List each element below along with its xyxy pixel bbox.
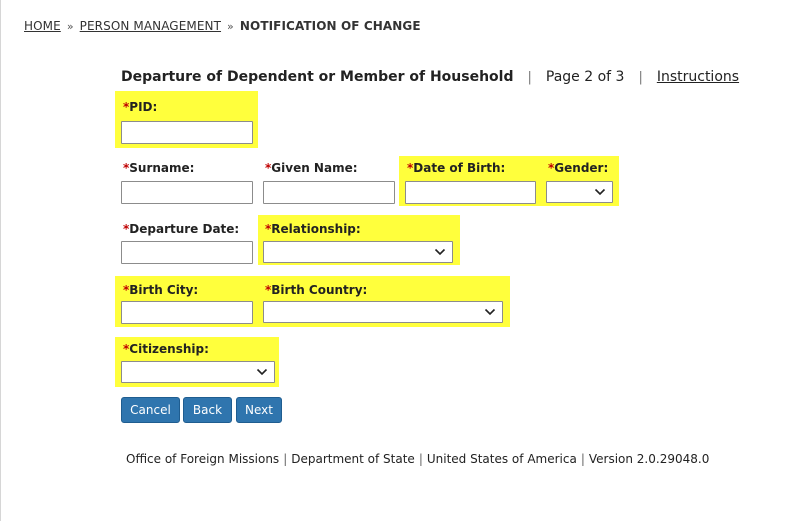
date-of-birth-input[interactable] [405,181,536,204]
footer-separator: | [283,452,288,466]
page-indicator: Page 2 of 3 [545,69,625,85]
chevron-down-icon [434,246,446,258]
citizenship-select[interactable] [121,361,275,383]
birth-country-label: *Birth Country: [265,283,368,297]
breadcrumb-separator: » [66,20,74,33]
footer-country: United States of America [426,452,577,466]
gender-select[interactable] [546,181,613,203]
date-of-birth-label: *Date of Birth: [407,161,506,175]
relationship-label: *Relationship: [265,222,361,236]
form-header [121,69,739,85]
header-divider: | [527,70,532,85]
gender-label: *Gender: [548,161,609,175]
header-divider: | [638,70,643,85]
back-button[interactable]: Back [183,397,232,423]
footer-separator: | [580,452,585,466]
given-name-label: *Given Name: [265,161,358,175]
citizenship-label: *Citizenship: [123,342,209,356]
chevron-down-icon [484,306,496,318]
breadcrumb-person-management-link[interactable]: PERSON MANAGEMENT [79,19,222,33]
departure-date-label: *Departure Date: [123,222,240,236]
birth-city-label: *Birth City: [123,283,199,297]
page-left-border [0,0,1,521]
birth-country-select[interactable] [263,301,503,323]
birth-city-input[interactable] [121,301,253,324]
instructions-link[interactable]: Instructions [656,69,740,85]
chevron-down-icon [256,366,268,378]
breadcrumb-current: NOTIFICATION OF CHANGE [239,19,421,33]
departure-date-input[interactable] [121,241,253,264]
breadcrumb-home-link[interactable]: HOME [24,19,61,33]
breadcrumb-separator: » [227,20,234,33]
footer-org: Office of Foreign Missions [126,452,280,466]
breadcrumb [24,19,421,33]
pid-label: *PID: [123,100,158,114]
surname-label: *Surname: [123,161,195,175]
footer-department: Department of State [291,452,415,466]
cancel-button[interactable]: Cancel [121,397,180,423]
footer [126,452,709,466]
chevron-down-icon [594,186,606,198]
surname-input[interactable] [121,181,253,204]
footer-version: Version 2.0.29048.0 [588,452,710,466]
form-title: Departure of Dependent or Member of Household [121,69,514,85]
pid-input[interactable] [121,121,253,144]
relationship-select[interactable] [263,241,453,263]
footer-separator: | [418,452,423,466]
given-name-input[interactable] [263,181,395,204]
next-button[interactable]: Next [236,397,282,423]
